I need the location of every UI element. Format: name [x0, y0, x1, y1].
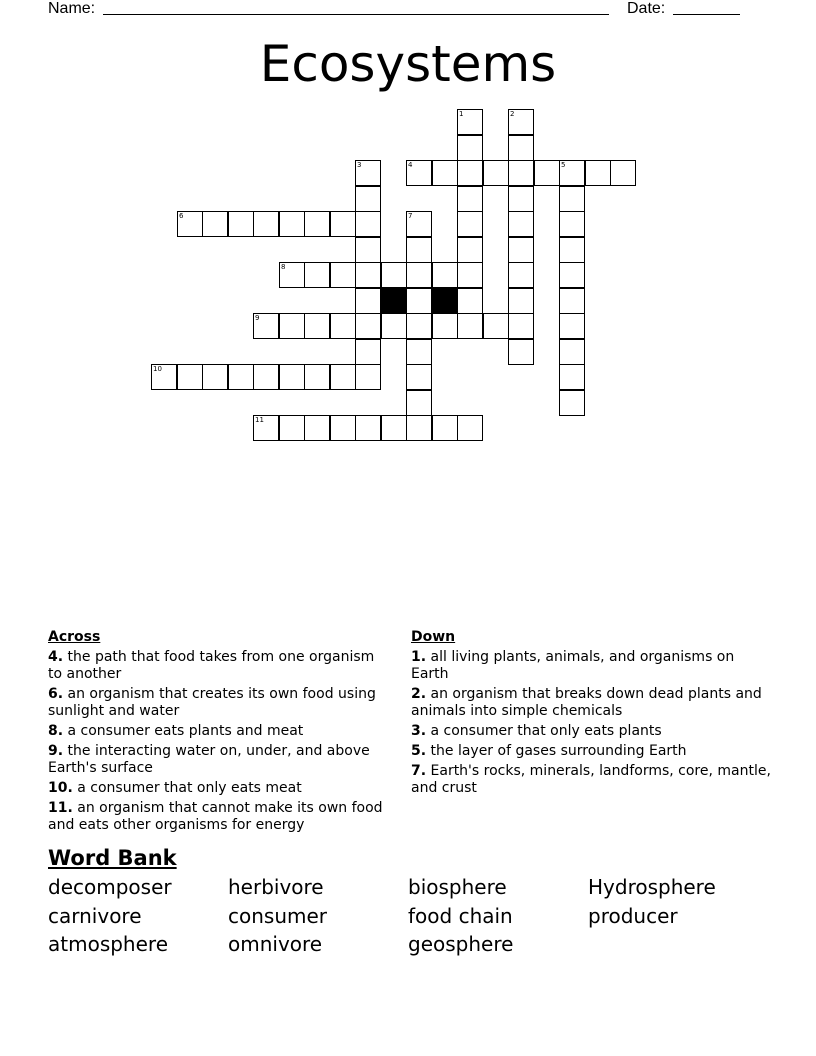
crossword-cell[interactable]: [534, 160, 560, 186]
clue-number-label: 5.: [411, 743, 427, 759]
clue-number-label: 11.: [48, 800, 73, 816]
crossword-cell[interactable]: [381, 313, 407, 339]
clue-number-label: 7.: [411, 763, 427, 779]
crossword-cell[interactable]: [304, 262, 330, 288]
clue-text: Earth's rocks, minerals, landforms, core, mantle, and crust: [411, 763, 771, 796]
down-heading: Down: [411, 629, 456, 645]
across-clue: [48, 800, 388, 834]
crossword-cell[interactable]: [406, 390, 432, 416]
crossword-cell[interactable]: [355, 339, 381, 365]
down-clue: [411, 649, 771, 683]
crossword-cell[interactable]: [508, 313, 534, 339]
crossword-cell[interactable]: [253, 415, 279, 441]
crossword-cell[interactable]: [406, 415, 432, 441]
crossword-cell[interactable]: [585, 160, 611, 186]
clue-text: an organism that breaks down dead plants and animals into simple chemicals: [411, 686, 762, 719]
crossword-cell[interactable]: [508, 288, 534, 314]
word-bank-item: biosphere: [408, 875, 507, 899]
page-title: Ecosystems: [259, 35, 557, 93]
clue-text: all living plants, animals, and organisms on Earth: [411, 649, 735, 682]
clue-number: 4: [408, 161, 413, 169]
crossword-cell[interactable]: [559, 288, 585, 314]
down-clue: [411, 763, 771, 797]
down-clue-list: [411, 649, 771, 797]
clue-number-label: 4.: [48, 649, 64, 665]
crossword-cell[interactable]: [381, 415, 407, 441]
crossword-cell[interactable]: [279, 262, 305, 288]
crossword-cell[interactable]: [508, 237, 534, 263]
clue-text: an organism that cannot make its own food and eats other organisms for energy: [48, 800, 383, 833]
clue-number: 8: [281, 263, 286, 271]
word-bank-item: producer: [588, 903, 678, 928]
crossword-cell[interactable]: [457, 211, 483, 237]
crossword-cell[interactable]: [508, 160, 534, 186]
clue-number-label: 6.: [48, 686, 64, 702]
crossword-cell[interactable]: [483, 313, 509, 339]
crossword-cell[interactable]: [406, 313, 432, 339]
crossword-cell[interactable]: [253, 313, 279, 339]
crossword-cell[interactable]: [559, 364, 585, 390]
crossword-cell[interactable]: [559, 262, 585, 288]
crossword-cell[interactable]: [330, 211, 356, 237]
blocked-cell: [381, 288, 407, 314]
date-label: Date:: [627, 0, 666, 17]
across-clue: [48, 780, 388, 797]
crossword-cell[interactable]: [483, 160, 509, 186]
down-clue: [411, 686, 771, 720]
clue-number: 10: [153, 365, 162, 373]
crossword-cell[interactable]: [406, 339, 432, 365]
crossword-cell[interactable]: [457, 160, 483, 186]
crossword-cell[interactable]: [355, 237, 381, 263]
clue-text: an organism that creates its own food using sunlight and water: [48, 686, 376, 719]
crossword-cell[interactable]: [432, 313, 458, 339]
word-bank-title: Word Bank: [48, 846, 177, 870]
crossword-cell[interactable]: [381, 262, 407, 288]
down-clue: [411, 723, 771, 740]
crossword-cell[interactable]: [559, 186, 585, 212]
crossword-cell[interactable]: [559, 339, 585, 365]
crossword-cell[interactable]: [432, 262, 458, 288]
crossword-cell[interactable]: [457, 288, 483, 314]
crossword-cell[interactable]: [355, 160, 381, 186]
crossword-cell[interactable]: [457, 313, 483, 339]
crossword-cell[interactable]: [355, 288, 381, 314]
crossword-cell[interactable]: [304, 415, 330, 441]
name-label: Name:: [48, 0, 96, 17]
crossword-cell[interactable]: [330, 415, 356, 441]
crossword-cell[interactable]: [432, 160, 458, 186]
crossword-cell[interactable]: [279, 313, 305, 339]
crossword-cell[interactable]: [355, 186, 381, 212]
crossword-cell[interactable]: [279, 211, 305, 237]
clue-number-label: 1.: [411, 649, 427, 665]
clue-number: 11: [255, 416, 264, 424]
crossword-cell[interactable]: [279, 415, 305, 441]
crossword-cell[interactable]: [508, 186, 534, 212]
word-bank: [48, 873, 768, 959]
clue-number: 9: [255, 314, 260, 322]
clue-number-label: 2.: [411, 686, 427, 702]
crossword-cell[interactable]: [457, 135, 483, 161]
crossword-cell[interactable]: [508, 262, 534, 288]
crossword-cell[interactable]: [202, 211, 228, 237]
crossword-cell[interactable]: [508, 135, 534, 161]
word-bank-item: omnivore: [228, 932, 323, 956]
down-clues: [411, 629, 771, 800]
crossword-cell[interactable]: [406, 160, 432, 186]
clue-number-label: 8.: [48, 723, 64, 739]
crossword-cell[interactable]: [330, 313, 356, 339]
crossword-cell[interactable]: [508, 109, 534, 135]
crossword-cell[interactable]: [559, 313, 585, 339]
word-bank-item: atmosphere: [48, 932, 168, 956]
crossword-cell[interactable]: [508, 211, 534, 237]
crossword-cell[interactable]: [406, 237, 432, 263]
blocked-cell: [432, 288, 458, 314]
crossword-cell[interactable]: [355, 313, 381, 339]
crossword-cell[interactable]: [177, 211, 203, 237]
crossword-cell[interactable]: [406, 211, 432, 237]
crossword-cell[interactable]: [559, 237, 585, 263]
crossword-cell[interactable]: [228, 211, 254, 237]
crossword-cell[interactable]: [559, 390, 585, 416]
clue-number: 3: [357, 161, 362, 169]
crossword-cell[interactable]: [406, 262, 432, 288]
crossword-cell[interactable]: [457, 109, 483, 135]
clue-text: the path that food takes from one organism to another: [48, 649, 375, 682]
crossword-cell[interactable]: [406, 364, 432, 390]
crossword-cell[interactable]: [355, 262, 381, 288]
crossword-cell[interactable]: [355, 211, 381, 237]
clue-number: 5: [561, 161, 566, 169]
word-bank-item: herbivore: [228, 875, 324, 899]
crossword-cell[interactable]: [508, 339, 534, 365]
crossword-cell[interactable]: [610, 160, 636, 186]
clue-number-label: 3.: [411, 723, 427, 739]
crossword-cell[interactable]: [406, 288, 432, 314]
crossword-cell[interactable]: [304, 313, 330, 339]
clue-number: 2: [510, 110, 515, 118]
across-clue: [48, 649, 388, 683]
word-bank-item: carnivore: [48, 903, 142, 928]
across-heading: Across: [48, 629, 101, 645]
clue-number: 7: [408, 212, 413, 220]
crossword-cell[interactable]: [457, 262, 483, 288]
clue-text: the layer of gases surrounding Earth: [426, 743, 687, 759]
clue-number-label: 9.: [48, 743, 64, 759]
down-clue: [411, 743, 771, 760]
crossword-cell[interactable]: [457, 186, 483, 212]
word-bank-item: Hydrosphere: [588, 875, 716, 899]
clue-text: a consumer eats plants and meat: [63, 723, 304, 739]
word-bank-item: geosphere: [408, 932, 514, 956]
clue-number: 6: [179, 212, 184, 220]
across-clue-list: [48, 649, 388, 834]
across-clue: [48, 743, 388, 777]
crossword-cell[interactable]: [304, 364, 330, 390]
crossword-cell[interactable]: [253, 364, 279, 390]
crossword-cell[interactable]: [279, 364, 305, 390]
crossword-cell[interactable]: [330, 364, 356, 390]
clue-number-label: 10.: [48, 780, 73, 796]
crossword-cell[interactable]: [228, 364, 254, 390]
crossword-cell[interactable]: [253, 211, 279, 237]
word-bank-item: decomposer: [48, 875, 172, 899]
crossword-cell[interactable]: [304, 211, 330, 237]
clue-text: a consumer that only eats plants: [426, 723, 662, 739]
crossword-cell[interactable]: [177, 364, 203, 390]
clue-number: 1: [459, 110, 464, 118]
crossword-grid: [0, 0, 816, 460]
crossword-cell[interactable]: [330, 262, 356, 288]
crossword-cell[interactable]: [559, 160, 585, 186]
crossword-cell[interactable]: [202, 364, 228, 390]
crossword-cell[interactable]: [432, 415, 458, 441]
word-bank-item: consumer: [228, 903, 328, 928]
crossword-cell[interactable]: [151, 364, 177, 390]
crossword-cell[interactable]: [457, 237, 483, 263]
word-bank-item: food chain: [408, 903, 513, 928]
across-clue: [48, 686, 388, 720]
crossword-cell[interactable]: [355, 415, 381, 441]
across-clue: [48, 723, 388, 740]
crossword-cell[interactable]: [559, 211, 585, 237]
clue-text: a consumer that only eats meat: [72, 780, 302, 796]
across-clues: [48, 629, 388, 837]
crossword-cell[interactable]: [355, 364, 381, 390]
crossword-cell[interactable]: [457, 415, 483, 441]
clue-text: the interacting water on, under, and above Earth's surface: [48, 743, 370, 776]
